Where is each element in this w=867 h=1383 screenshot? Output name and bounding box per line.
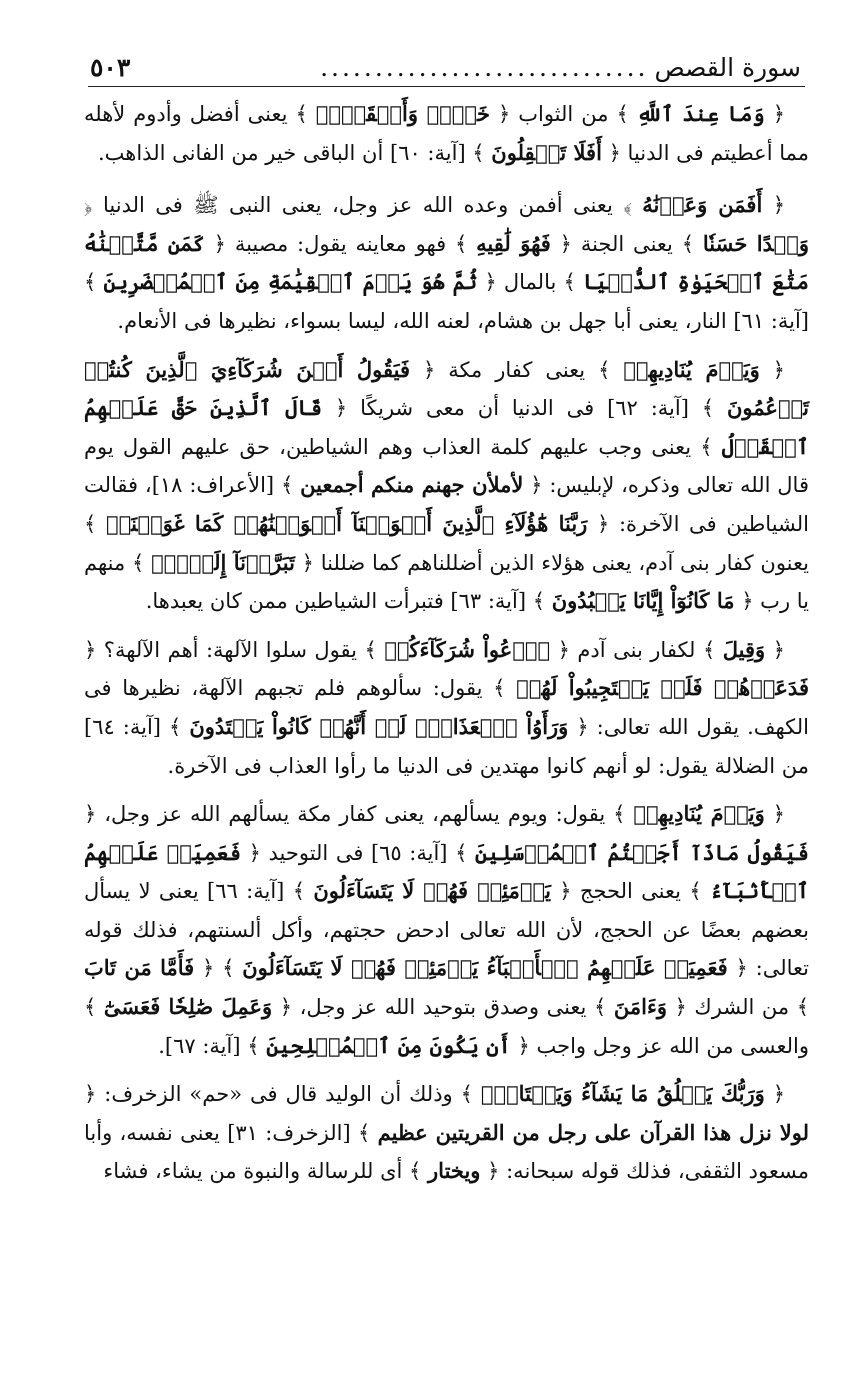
commentary-text: ﴾ ﴿ [194,956,243,981]
commentary-text: ﴿ [764,1082,785,1107]
quran-verse: وَرَأَوُاْ ٱلۡعَذَابَۚ لَوۡ أَنَّهُمۡ كَانُواْ يَهۡتَدُونَ [189,713,569,739]
commentary-text: ﴿ [765,637,785,662]
commentary-text: ﴾ يقول: ويوم يسألهم، يعنى كفار مكة يسألهم الله عز وجل، ﴿ [84,802,634,827]
commentary-text: ﴾ يعنى الحجج ﴿ [550,879,710,904]
quran-verse: يَوۡمَئِذٖ فَهُمۡ لَا يَتَسَآءَلُونَ [313,878,551,904]
quran-verse: فَيَقُولُ مَاذَآ أَجَبۡتُمُ ٱلۡمُرۡسَلِينَ [474,839,809,865]
commentary-text: ﴾ يعنى الجنة ﴿ [550,231,703,256]
quran-verse: فَعَمِيَتۡ عَلَيۡهِمُ ٱلۡأَنۢبَآءُ [84,839,810,904]
commentary-text: ﴿ [759,357,785,382]
commentary-text: ﴾ يقول سلوا الآلهة: أهم الآلهة؟ ﴿ [84,637,385,662]
commentary-text: ﴿ [762,193,785,218]
commentary-text: ﴾ منهم يا رب ﴿ [84,550,809,614]
quran-verse: وَءَامَنَ [613,994,667,1020]
commentary-text: ﴿ [764,802,785,827]
quoted-verse: لولا نزل هذا القرآن على رجل من القريتين عظيم [377,1119,810,1145]
commentary-text: ﴾ بالمال ﴿ [477,270,583,295]
paragraph [84,95,809,172]
commentary-text: ﴾ يعنى كفار مكة ﴿ [410,357,624,382]
paragraph [84,186,809,340]
commentary-text: ﴾ [آية: ٦١] النار، يعنى أبا جهل بن هشام، لعنه الله، ليسا بسواء، نظيرها فى الأنعام. [84,270,809,333]
quran-verse: رَبَّنَا هَٰٓؤُلَآءِ ٱلَّذِينَ أَغۡوَيۡنَآ أَغۡوَيۡنَٰهُمۡ كَمَا غَوَيۡنَاۖ [105,510,588,536]
header-rule [88,86,805,87]
commentary-text: ﴾ [آية: ٦٥] فى التوحيد ﴿ [241,840,475,865]
commentary-text: ﴾ يعنى أفمن وعده الله عز وجل، يعنى النبى ﷺ فى الدنيا ﴿ [84,193,643,218]
quran-verse: وَيَوۡمَ يُنَادِيهِمۡ [633,801,765,827]
paragraph [84,631,809,785]
quran-verse: تَبَرَّأۡنَآ إِلَيۡكَۖ [151,549,295,575]
quran-verse: خَيۡرٞ وَأَبۡقَىٰٓۚ [315,101,490,126]
quran-verse: وَقِيلَ [722,636,766,662]
commentary-text: ﴾ [آية: ٦٢] فى الدنيا أن معى شريكًا ﴿ [322,396,727,421]
quran-verse: فَعَمِيَتۡ عَلَيۡهِمُ ٱلۡأَنۢبَآءُ يَوۡمَئِذٖ فَهُمۡ لَا يَتَسَآءَلُونَ [242,955,728,981]
commentary-text: ﴾ يعنى وصدق بتوحيد الله عز وجل، ﴿ [272,995,614,1020]
quran-verse: فَدَعَوۡهُمۡ فَلَمۡ يَسۡتَجِيبُواْ لَهُمۡ [516,675,809,701]
commentary-text: ﴾ أى للرسالة والنبوة من يشاء، فشاء [103,1159,429,1184]
commentary-text: ﴾ يقول: سألوهم فلم تجبهم الآلهة، نظيرها فى الكهف. يقول الله تعالى: ﴿ [84,676,809,739]
quran-verse: قَالَ ٱلَّذِينَ حَقَّ عَلَيۡهِمُ ٱلۡقَوۡلُ [84,395,809,459]
paragraph [84,351,809,621]
commentary-text: ﴾ [آية: ٦٦] يعنى لا يسأل بعضهم بعضًا عن الحجج، لأن الله تعالى ادحض حجتهم، وأكل ألسنتهم، فذلك قوله تعالى: ﴿ [84,879,809,981]
quran-verse: وَعَمِلَ صَٰلِحٗا فَعَسَىٰٓ [103,994,273,1020]
quran-verse: ٱدۡعُواْ شُرَكَآءَكُمۡ [384,636,551,662]
commentary-text: ﴿ [764,102,786,126]
paragraph [84,1075,809,1191]
commentary-text: ﴾ [آية: ٦٣] فتبرأت الشياطين ممن كان يعبدها. [145,589,552,614]
commentary-text: ﴾ يعنى وجب عليهم كلمة العذاب وهم الشياطين، حق عليهم القول يوم قال الله تعالى وذكره، لإبليس: ﴿ [84,434,809,498]
commentary-text: ﴾ والعسى من الله عز وجل واجب ﴿ [84,995,809,1058]
tafsir-text [84,95,809,1201]
quran-verse: ثُمَّ هُوَ يَوۡمَ ٱلۡقِيَٰمَةِ مِنَ ٱلۡمُحۡضَرِينَ [103,269,478,295]
page-header [90,50,801,86]
quran-verse: فَأَمَّا مَن تَابَ [84,955,195,981]
quran-verse: أَن يَكُونَ مِنَ ٱلۡمُفۡلِحِينَ [266,1032,511,1058]
page-number: ٥٠٣ [90,53,131,82]
commentary-text: ﴾ وذلك أن الوليد قال فى «حم» الزخرف: ﴿ [84,1082,481,1107]
quran-verse: أَفَلَا تَعۡقِلُونَ [491,139,602,165]
commentary-text: ﴾ لكفار بنى آدم ﴿ [550,637,723,662]
commentary-text: ﴾ [آية: ٦٠] أن الباقى خير من الفانى الذاهب. [97,140,492,165]
quoted-verse: لأملأن جهنم منكم أجمعين [300,472,524,498]
quran-verse: فَيَقُولُ أَيۡنَ شُرَكَآءِيَ ٱلَّذِينَ كُنتُمۡ تَزۡعُمُونَ [84,356,809,421]
paragraph [84,795,809,1065]
commentary-text: ﴾ [آية: ٦٤] من الضلالة يقول: لو أنهم كانوا مهتدين فى الدنيا ما رأوا العذاب فى الآخرة. [84,714,809,778]
surah-title: سورة القصص [654,53,801,82]
quran-verse: وَيَوۡمَ يُنَادِيهِمۡ [623,356,760,382]
quran-verse: وَمَا عِندَ ٱللَّهِ [636,101,765,126]
quran-verse: أَفَمَن وَعَدۡنَٰهُ [642,192,763,218]
commentary-text: ﴾ فهو معاينه يقول: مصيبة ﴿ [204,231,477,256]
leader-dots: .............................. [320,53,649,82]
quoted-verse: ويختار [428,1158,481,1184]
commentary-text: ﴾ يعنى أفضل وأدوم لأهله مما أعطيتم فى الدنيا ﴿ [84,102,809,165]
commentary-text: ﴾ [الزخرف: ٣١] يعنى نفسه، وأبا مسعود الثقفى، فذلك قوله سبحانه: ﴿ [84,1120,809,1184]
quran-verse: وَرَبُّكَ يَخۡلُقُ مَا يَشَآءُ وَيَخۡتَارُۗ [480,1081,765,1107]
commentary-text: ﴾ [آية: ٦٧]. [158,1033,267,1058]
commentary-text: ﴾ من الشرك ﴿ [666,995,809,1020]
quran-verse: مَا كَانُوٓاْ إِيَّانَا يَعۡبُدُونَ [551,588,735,614]
quran-verse: كَمَن مَّتَّعۡنَٰهُ مَتَٰعَ ٱلۡحَيَوٰةِ ٱلدُّنۡيَا [84,230,809,295]
quran-verse: وَعۡدًا حَسَنٗا [702,230,810,256]
commentary-text: ﴾ من الثواب ﴿ [489,102,637,126]
commentary-text: ﴾ يعنون كفار بنى آدم، يعنى هؤلاء الذين أضللناهم كما ضللنا ﴿ [84,511,809,575]
quran-verse: فَهُوَ لَٰقِيهِ [476,230,551,256]
commentary-text: ﴾ [الأعراف: ١٨]، فقالت الشياطين فى الآخرة: ﴿ [84,473,809,536]
